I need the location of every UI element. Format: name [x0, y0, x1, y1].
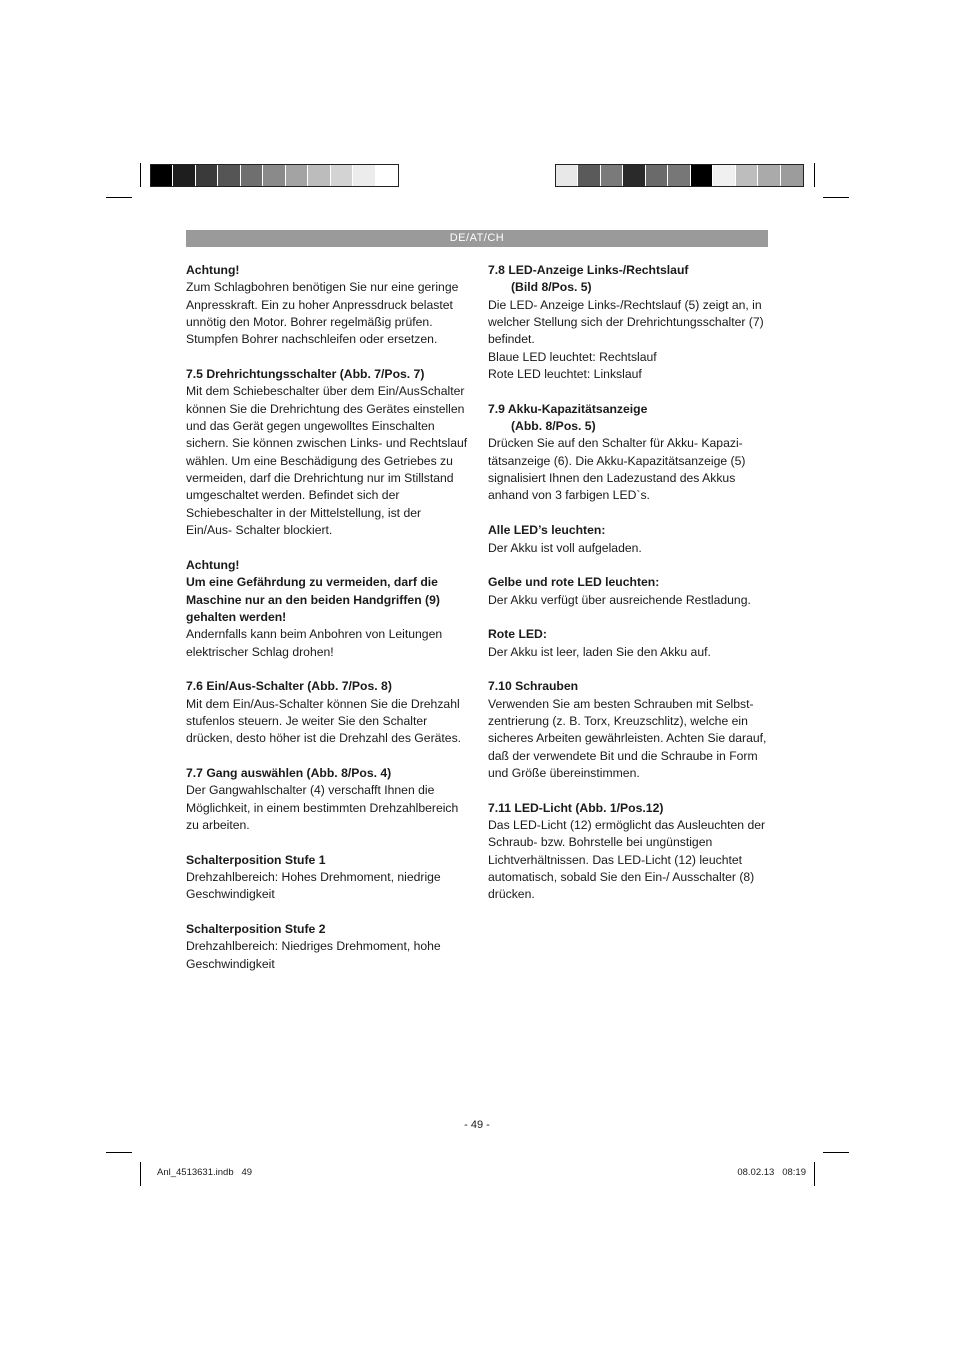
color-swatch	[668, 165, 690, 186]
subsection-heading: Rote LED:	[488, 627, 547, 642]
color-bar-left	[150, 164, 399, 187]
subsection-text: Drehzahlbereich: Niedriges Drehmoment, hohe Geschwindigkeit	[186, 939, 441, 971]
led-blue-text: Blaue LED leuchtet: Rechtslauf	[488, 349, 657, 364]
crop-mark	[823, 197, 849, 198]
section-7-9	[488, 401, 770, 505]
section-text: Mit dem Ein/Aus-Schalter können Sie die Drehzahl stufenlos steuern. Je weiter Sie den Schalter drücken, desto höher ist die Drehzahl des Gerätes.	[186, 696, 462, 746]
color-swatch	[218, 165, 240, 186]
section-heading: 7.6 Ein/Aus-Schalter (Abb. 7/Pos. 8)	[186, 679, 392, 694]
region-header: DE/AT/CH	[186, 230, 768, 247]
section-text: Drücken Sie auf den Schalter für Akku- Kapazitätsanzeige (6). Die Akku-Kapazitätsanzeige (5) signalisiert Ihnen den Ladezustand des Akkus anhand von 3 farbigen LED`s.	[488, 436, 746, 503]
subsection-heading: Gelbe und rote LED leuchten:	[488, 575, 660, 590]
color-swatch	[758, 165, 780, 186]
section-7-6	[186, 678, 468, 747]
subsection-heading: Alle LED’s leuchten:	[488, 523, 606, 538]
stufe-2	[186, 921, 468, 973]
section-heading: 7.10 Schrauben	[488, 679, 579, 694]
color-swatch	[263, 165, 285, 186]
color-swatch	[623, 165, 645, 186]
color-swatch	[151, 165, 173, 186]
subsection-text: Der Akku ist voll aufgeladen.	[488, 540, 642, 555]
color-swatch	[736, 165, 758, 186]
stufe-1	[186, 852, 468, 904]
section-text: Der Gangwahlschalter (4) verschafft Ihnen die Möglichkeit, in einem bestimmten Drehzahlbereich zu arbeiten.	[186, 783, 459, 832]
warning-text: Um eine Gefährdung zu vermeiden, darf die Maschine nur an den beiden Handgriffen (9) gehalten werden!	[186, 575, 440, 624]
section-text: Mit dem Schiebeschalter über dem Ein/AusSchalter können Sie die Drehrichtung des Gerätes einstellen und das Gerät gegen ungewolltes Einschalten sichern. Sie können zwischen Links- und Rechtslauf wählen. Um eine Beschädigung des Getriebes zu vermeiden, darf die Drehrichtung nur im Stillstand umgeschaltet werden. Befindet sich der Schiebeschalter in der Mittelstellung, ist der Ein/Aus- Schalter blockiert.	[186, 384, 468, 538]
section-7-5	[186, 366, 468, 539]
left-column	[186, 262, 468, 990]
crop-mark	[140, 1162, 141, 1186]
subsection-text: Der Akku verfügt über ausreichende Restladung.	[488, 592, 751, 607]
color-swatch	[556, 165, 578, 186]
color-swatch	[601, 165, 623, 186]
warning-followup: Andernfalls kann beim Anbohren von Leitungen elektrischer Schlag drohen!	[186, 627, 443, 659]
section-heading: 7.8 LED-Anzeige Links-/Rechtslauf	[488, 263, 689, 277]
page-number: - 49 -	[464, 1119, 490, 1131]
subsection-heading: Schalterposition Stufe 2	[186, 922, 326, 937]
color-swatch	[691, 165, 713, 186]
section-heading: 7.9 Akku-Kapazitätsanzeige	[488, 401, 648, 416]
crop-mark	[814, 1162, 815, 1186]
color-swatch	[376, 165, 398, 186]
file-slug: Anl_4513631.indb 49	[157, 1167, 253, 1178]
color-swatch	[308, 165, 330, 186]
led-red-text: Rote LED leuchtet: Linkslauf	[488, 367, 642, 382]
section-heading: 7.11 LED-Licht (Abb. 1/Pos.12)	[488, 800, 664, 815]
section-heading: 7.5 Drehrichtungsschalter (Abb. 7/Pos. 7)	[186, 367, 425, 382]
color-swatch	[196, 165, 218, 186]
color-swatch	[173, 165, 195, 186]
color-swatch	[353, 165, 375, 186]
subsection-text: Drehzahlbereich: Hohes Drehmoment, niedrige Geschwindigkeit	[186, 870, 441, 902]
subsection-text: Der Akku ist leer, laden Sie den Akku auf.	[488, 644, 711, 659]
section-text: Die LED- Anzeige Links-/Rechtslauf (5) zeigt an, in welcher Stellung sich der Drehrichtungsschalter (7) befindet.	[488, 297, 764, 347]
color-swatch	[713, 165, 735, 186]
section-text: Verwenden Sie am besten Schrauben mit Selbstzentrierung (z. B. Torx, Kreuzschlitz), welche ein sicheres Arbeiten gewährleisten. Achten Sie darauf, daß der verwendete Bit und die Schraube in Form und Größe übereinstimmen.	[488, 696, 767, 780]
achtung-block-2	[186, 557, 468, 661]
date-slug: 08.02.13 08:19	[737, 1167, 806, 1178]
color-swatch	[781, 165, 803, 186]
section-7-11	[488, 800, 770, 904]
all-led-block	[488, 522, 770, 557]
crop-mark	[814, 163, 815, 187]
achtung-text: Zum Schlagbohren benötigen Sie nur eine geringe Anpresskraft. Ein zu hoher Anpressdruck belastet unnötig den Motor. Bohrer regelmäßig prüfen. Stumpfen Bohrer nachschleifen oder ersetzen.	[186, 280, 459, 347]
crop-mark	[106, 1152, 132, 1153]
crop-mark	[140, 163, 141, 187]
section-heading: 7.7 Gang auswählen (Abb. 8/Pos. 4)	[186, 765, 392, 780]
color-swatch	[286, 165, 308, 186]
section-heading-ref: (Bild 8/Pos. 5)	[511, 280, 592, 295]
crop-mark	[823, 1152, 849, 1153]
right-column	[488, 262, 770, 921]
color-swatch	[578, 165, 600, 186]
red-led-block	[488, 626, 770, 661]
subsection-heading: Schalterposition Stufe 1	[186, 852, 326, 867]
color-swatch	[241, 165, 263, 186]
section-text: Das LED-Licht (12) ermöglicht das Ausleuchten der Schraub- bzw. Bohrstelle bei ungünstigen Lichtverhältnissen. Das LED-Licht (12) leuchtet automatisch, sobald Sie den Ein-/ Ausschalter (8) drücken.	[488, 818, 766, 902]
section-heading-ref: (Abb. 8/Pos. 5)	[511, 419, 596, 434]
achtung-heading: Achtung!	[186, 263, 240, 277]
section-7-7	[186, 765, 468, 834]
color-swatch	[646, 165, 668, 186]
section-7-8	[488, 262, 770, 383]
color-swatch	[331, 165, 353, 186]
achtung-heading: Achtung!	[186, 557, 240, 572]
section-7-10	[488, 678, 770, 782]
crop-mark	[106, 197, 132, 198]
achtung-block-1	[186, 262, 468, 349]
yellow-red-led-block	[488, 574, 770, 609]
color-bar-right	[555, 164, 804, 187]
